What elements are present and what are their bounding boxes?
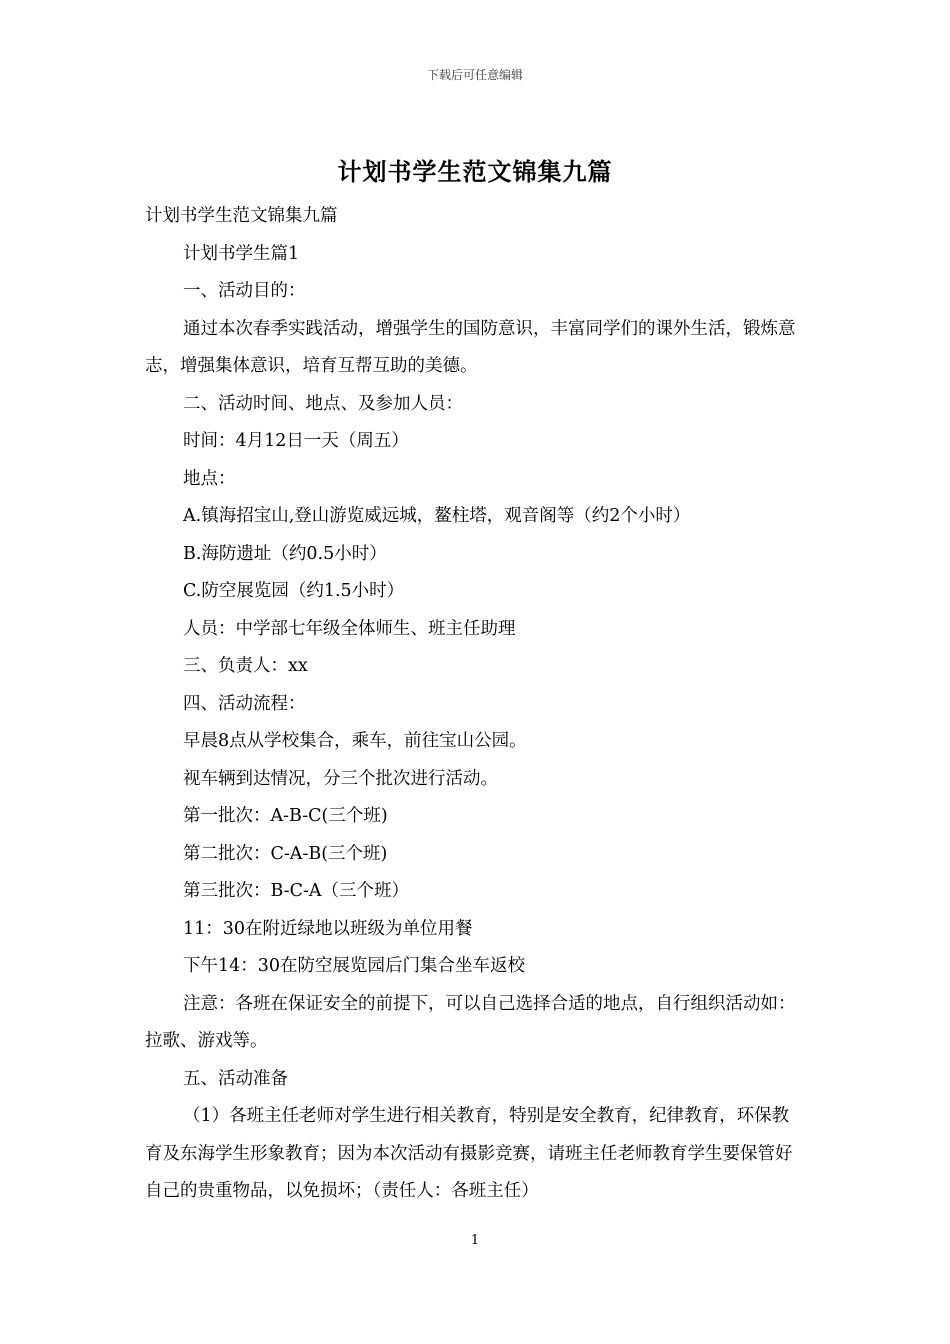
- paragraph: （1）各班主任老师对学生进行相关教育，特别是安全教育，纪律教育，环保教育及东海学生形象教育；因为本次活动有摄影竞赛，请班主任老师教育学生要保管好自己的贵重物品，以免损坏；（责任人：各班主任）: [145, 1106, 793, 1201]
- paragraph: 早晨8点从学校集合，乘车，前往宝山公园。: [183, 731, 527, 751]
- paragraph: 下午14：30在防空展览园后门集合坐车返校: [183, 956, 526, 976]
- paragraph: 四、活动流程：: [183, 693, 306, 714]
- paragraph: 二、活动时间、地点、及参加人员：: [183, 393, 463, 414]
- paragraph: C.防空展览园（约1.5小时）: [183, 581, 405, 601]
- paragraph: 视车辆到达情况，分三个批次进行活动。: [183, 768, 498, 789]
- paragraph: 三、负责人：xx: [183, 656, 308, 676]
- paragraph: 五、活动准备: [183, 1068, 288, 1089]
- paragraph: A.镇海招宝山,登山游览威远城，鳌柱塔，观音阁等（约2个小时）: [183, 506, 691, 526]
- paragraph: 计划书学生篇1: [183, 243, 300, 264]
- paragraph: 注意：各班在保证安全的前提下，可以自己选择合适的地点，自行组织活动如：拉歌、游戏等。: [145, 993, 796, 1051]
- paragraph: 计划书学生范文锦集九篇: [145, 206, 338, 226]
- paragraph: 11：30在附近绿地以班级为单位用餐: [183, 918, 473, 939]
- document-body: [145, 198, 805, 1211]
- page-header: 下载后可任意编辑: [426, 68, 523, 82]
- paragraph: 一、活动目的：: [183, 281, 306, 301]
- paragraph: 第二批次：C-A-B(三个班): [183, 843, 388, 864]
- page-number: 1: [470, 1233, 480, 1248]
- paragraph: 时间：4月12日一天（周五）: [183, 431, 409, 451]
- paragraph: 第一批次：A-B-C(三个班): [183, 806, 388, 826]
- paragraph: 通过本次春季实践活动，增强学生的国防意识，丰富同学们的课外生活，锻炼意志，增强集体意识，培育互帮互助的美德。: [145, 318, 796, 376]
- paragraph: 人员：中学部七年级全体师生、班主任助理: [183, 618, 516, 639]
- document-title: 计划书学生范文锦集九篇: [337, 158, 613, 186]
- paragraph: B.海防遗址（约0.5小时）: [183, 543, 387, 564]
- paragraph: 地点：: [183, 468, 236, 489]
- paragraph: 第三批次：B-C-A（三个班）: [183, 881, 410, 901]
